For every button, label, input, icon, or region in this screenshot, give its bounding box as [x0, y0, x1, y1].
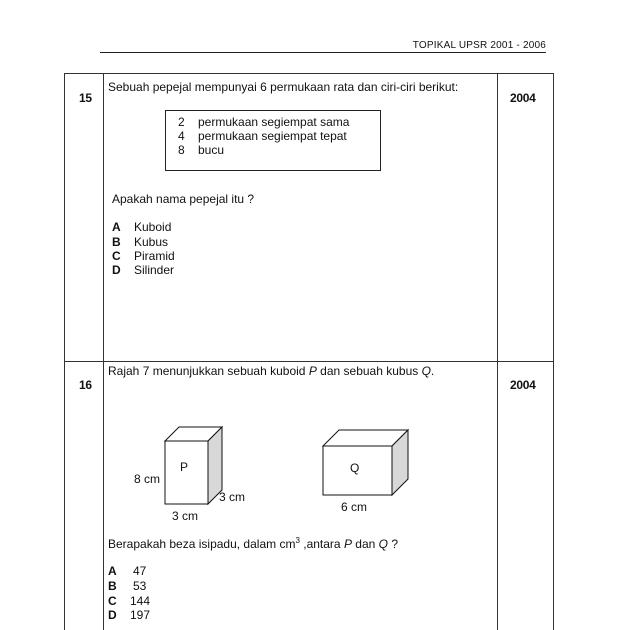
option-letter: A: [112, 220, 121, 234]
question-intro: Sebuah pepejal mempunyai 6 permukaan rata dan ciri-ciri berikut:: [108, 80, 459, 94]
question-and: dan: [351, 537, 379, 551]
header-title: TOPIKAL UPSR 2001 - 2006: [412, 40, 546, 51]
height-dimension: 8 cm: [134, 472, 161, 486]
option-text: Piramid: [134, 249, 175, 263]
cuboid-p: [165, 427, 222, 504]
question-end: ?: [388, 537, 399, 551]
property-text: permukaan segiempat tepat: [198, 129, 347, 143]
option-text: 47: [133, 564, 147, 578]
cuboid-label: P: [180, 460, 189, 474]
option-letter: D: [112, 263, 121, 277]
option-letter: D: [108, 608, 117, 622]
option-text: Kuboid: [134, 220, 172, 234]
option-letter: B: [108, 579, 117, 593]
question-prefix: Berapakah beza isipadu, dalam cm: [108, 537, 296, 551]
cube-q: [323, 430, 408, 495]
cube-side-dimension: 6 cm: [341, 500, 368, 514]
option-text: 197: [130, 608, 151, 622]
option-letter: B: [112, 235, 121, 249]
question-year: 2004: [510, 378, 536, 392]
option-text: Kubus: [134, 235, 169, 249]
property-text: permukaan segiempat sama: [198, 115, 350, 129]
option-a[interactable]: [108, 564, 146, 578]
question-number: 15: [79, 91, 92, 105]
property-count: 2: [178, 115, 185, 129]
intro-q: Q: [421, 364, 431, 378]
question-p: P: [343, 537, 352, 551]
intro-p: P: [308, 364, 317, 378]
depth-dimension: 3 cm: [219, 490, 246, 504]
question-superscript: 3: [295, 536, 300, 545]
intro-end: .: [430, 364, 435, 378]
option-letter: C: [112, 249, 121, 263]
question-q: Q: [378, 537, 388, 551]
option-letter: A: [108, 564, 117, 578]
question-text: [108, 536, 398, 551]
option-b[interactable]: [108, 579, 146, 593]
intro-mid: dan sebuah kubus: [316, 364, 422, 378]
question-year: 2004: [510, 91, 536, 105]
option-d[interactable]: [108, 608, 150, 622]
option-text: Silinder: [134, 263, 175, 277]
option-c[interactable]: [108, 594, 150, 608]
property-count: 8: [178, 143, 185, 157]
cube-label: Q: [350, 461, 360, 475]
option-text: 144: [130, 594, 151, 608]
property-text: bucu: [198, 143, 225, 157]
intro-prefix: Rajah 7 menunjukkan sebuah kuboid: [108, 364, 309, 378]
option-text: 53: [133, 579, 147, 593]
question-text: Apakah nama pepejal itu ?: [112, 192, 255, 206]
width-dimension: 3 cm: [172, 509, 199, 523]
option-letter: C: [108, 594, 117, 608]
property-count: 4: [178, 129, 185, 143]
question-mid: ,antara: [299, 537, 344, 551]
question-number: 16: [79, 378, 92, 392]
